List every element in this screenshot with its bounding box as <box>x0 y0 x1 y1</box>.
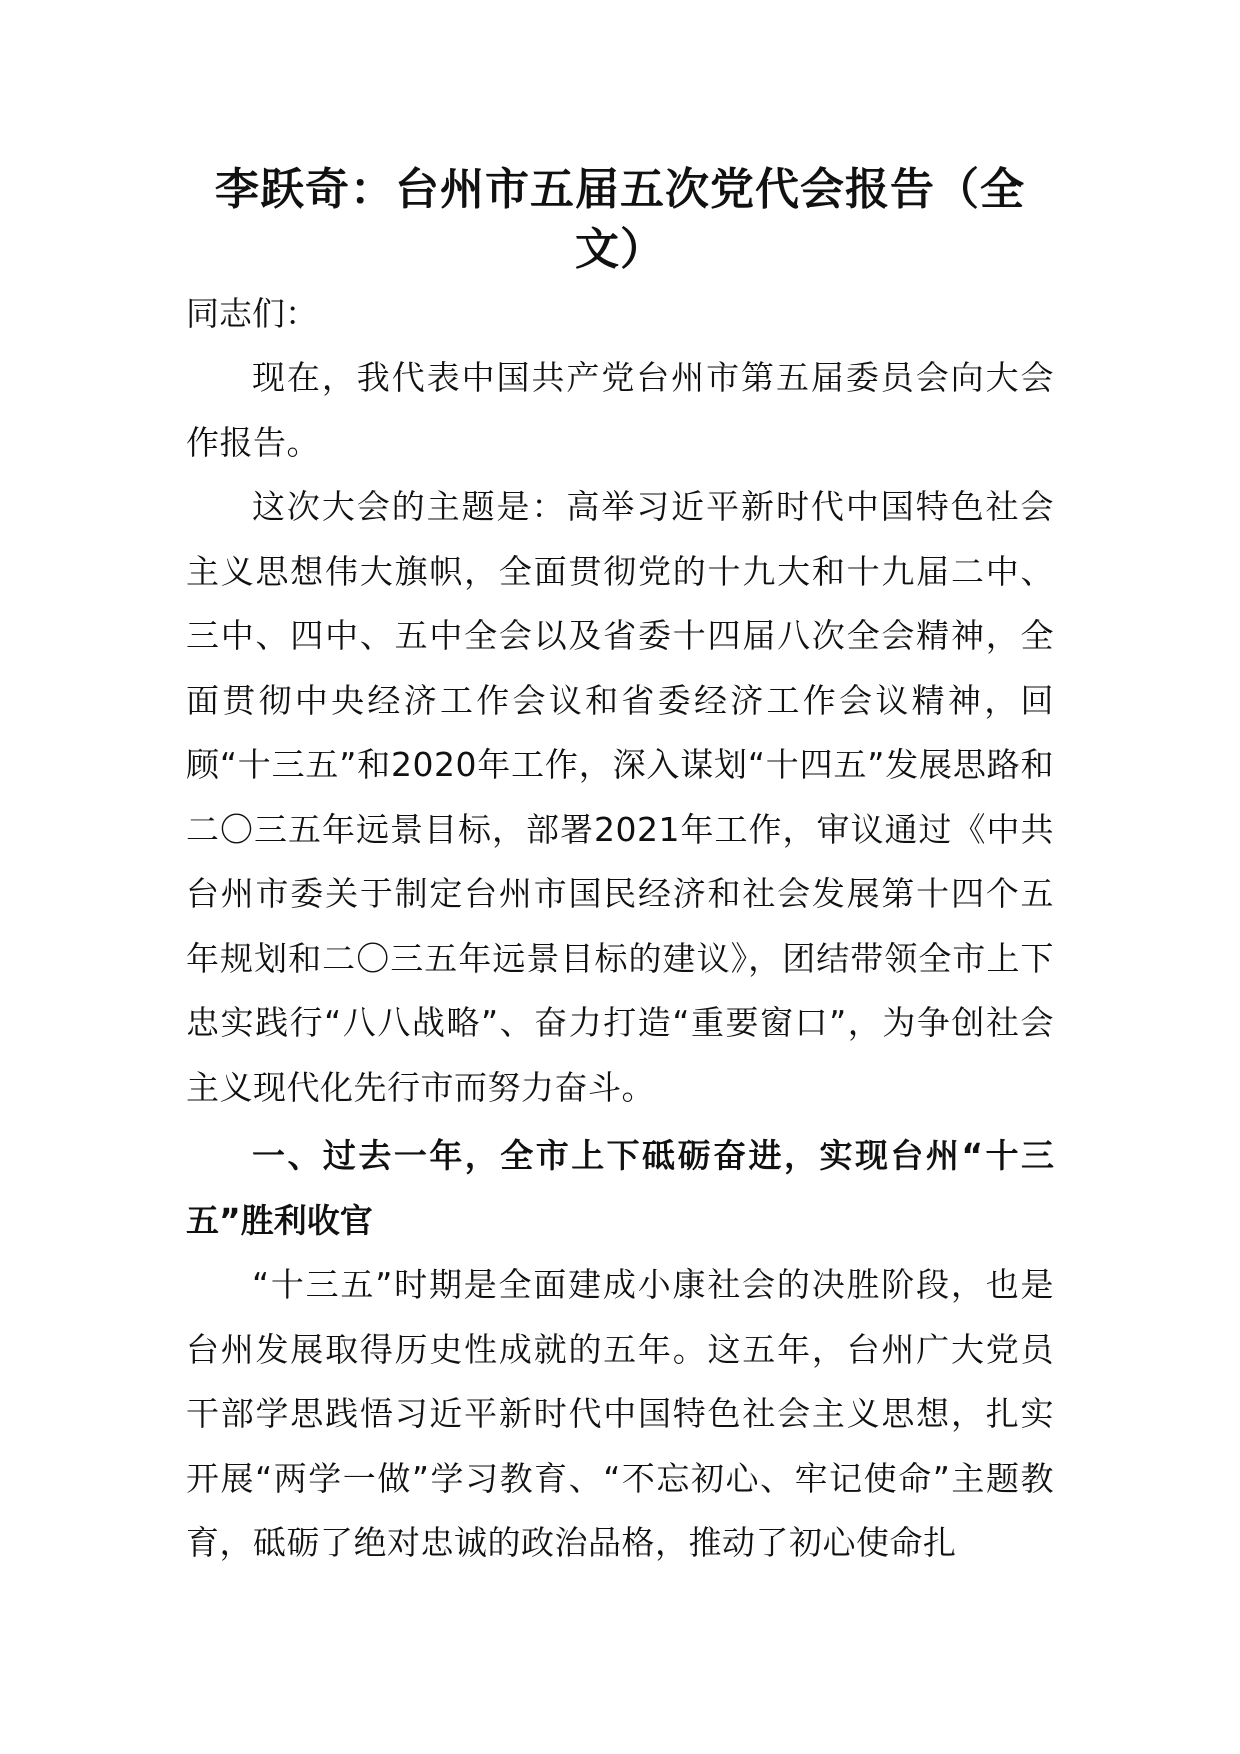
document-title: 李跃奇：台州市五届五次党代会报告（全文） <box>215 164 1025 275</box>
paragraph-opening: 现在，我代表中国共产党台州市第五届委员会向大会作报告。 <box>186 358 1054 462</box>
salutation: 同志们： <box>186 294 318 333</box>
paragraph-section-one: “十三五”时期是全面建成小康社会的决胜阶段，也是台州发展取得历史性成就的五年。这五年，台州广大党员干部学思践悟习近平新时代中国特色社会主义思想，扎实开展“两学一做”学习教育、“不忘初心、牢记使命”主题教育，砥砺了绝对忠诚的政治品格，推动了初心使命扎 <box>186 1265 1054 1562</box>
document-page <box>186 160 1054 1576</box>
section-heading: 一、过去一年，全市上下砥砺奋进，实现台州“十三五”胜利收官 <box>186 1136 1054 1240</box>
paragraph-theme: 这次大会的主题是：高举习近平新时代中国特色社会主义思想伟大旗帜，全面贯彻党的十九大和十九届二中、三中、四中、五中全会以及省委十四届八次全会精神，全面贯彻中央经济工作会议和省委经济工作会议精神，回顾“十三五”和2020年工作，深入谋划“十四五”发展思路和二〇三五年远景目标，部署2021年工作，审议通过《中共台州市委关于制定台州市国民经济和社会发展第十四个五年规划和二〇三五年远景目标的建议》，团结带领全市上下忠实践行“八八战略”、奋力打造“重要窗口”，为争创社会主义现代化先行市而努力奋斗。 <box>186 487 1054 1107</box>
